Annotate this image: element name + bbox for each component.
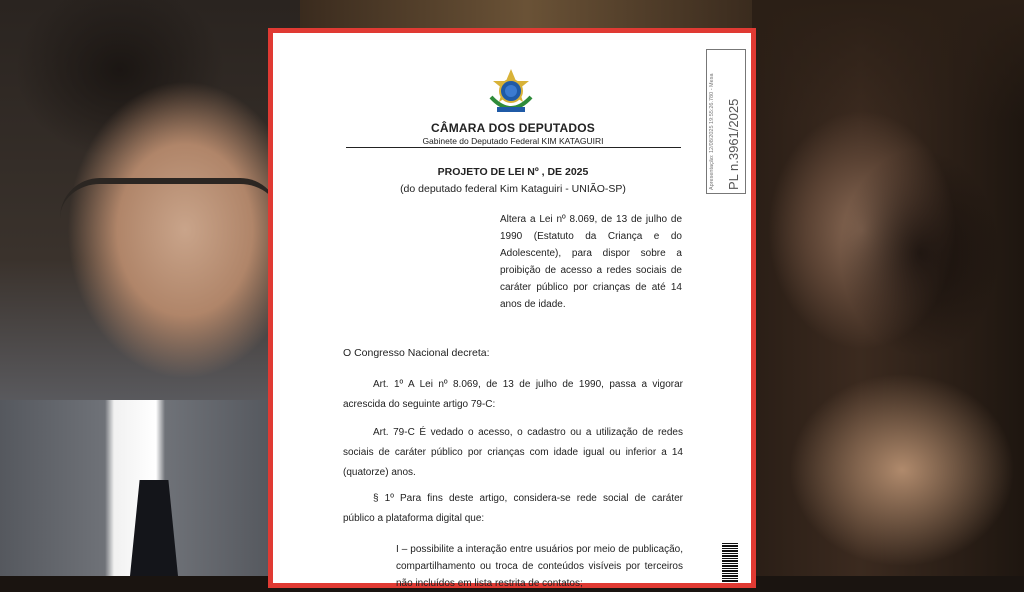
paragraph-1: § 1º Para fins deste artigo, considera-se rede social de caráter público a plataforma digital que: (343, 493, 683, 524)
house-title: CÂMARA DOS DEPUTADOS (430, 121, 595, 135)
right-portrait-shadow (800, 110, 1000, 370)
office-line: Gabinete do Deputado Federal KIM KATAGUIRI (422, 136, 604, 146)
top-background-strip (300, 0, 752, 30)
bill-summary: Altera a Lei nº 8.069, de 13 de julho de 1990 (Estatuto da Criança e do Adolescente), para dispor sobre a proibição de acesso a redes sociais de caráter público por crianças de até 14 anos de idade. (500, 214, 682, 310)
stamp-number: PL n.3961/2025 (726, 98, 741, 190)
brazil-coat-of-arms-icon (485, 67, 537, 119)
protocol-stamp (706, 49, 746, 194)
left-portrait-glasses (60, 178, 280, 254)
stamp-date: Apresentação: 12/08/2025 19:55:26.780 - Mesa (709, 73, 715, 190)
bill-title: PROJETO DE LEI Nº , DE 2025 (437, 166, 589, 178)
item-1: I – possibilite a interação entre usuários por meio de publicação, compartilhamento ou troca de conteúdos visíveis por terceiros não incluídos em lista restrita de contatos; (396, 544, 683, 589)
barcode (722, 543, 738, 583)
header-rule (346, 147, 681, 148)
article-1: Art. 1º A Lei nº 8.069, de 13 de julho de 1990, passa a vigorar acrescida do seguinte artigo 79-C: (343, 379, 683, 410)
document-frame (268, 28, 756, 588)
bill-document (273, 33, 751, 589)
bill-author: (do deputado federal Kim Kataguiri - UNIÃO-SP) (400, 183, 626, 195)
decree-line: O Congresso Nacional decreta: (343, 347, 490, 359)
article-79c: Art. 79-C É vedado o acesso, o cadastro ou a utilização de redes sociais de caráter público por crianças com idade igual ou inferior a 14 (quatorze) anos. (343, 427, 683, 478)
right-portrait-hair (752, 0, 1024, 120)
